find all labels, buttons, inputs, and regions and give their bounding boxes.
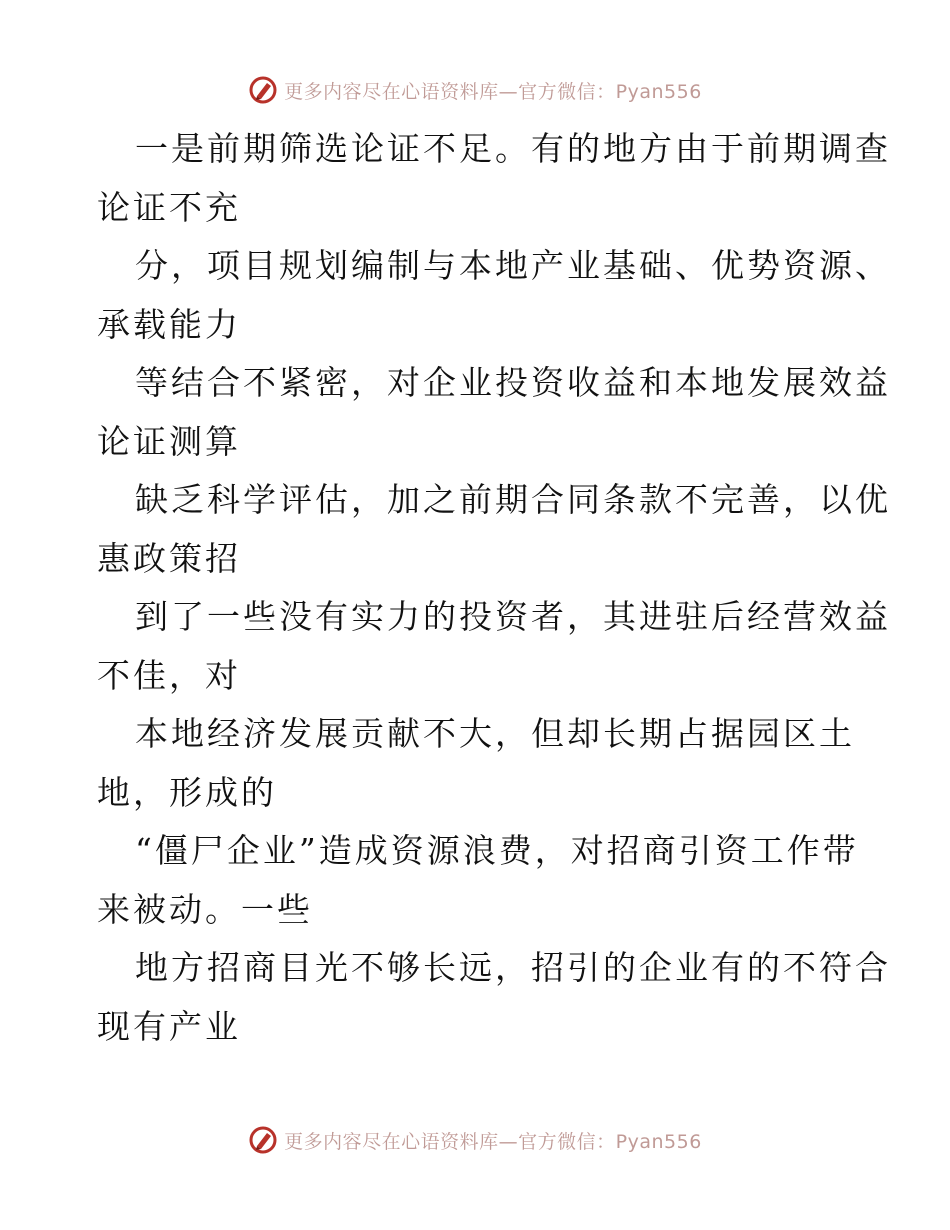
document-body — [97, 120, 891, 1056]
header-banner — [0, 70, 950, 110]
body-line: 分，项目规划编制与本地产业基础、优势资源、 — [135, 246, 891, 285]
footer-banner-text: 更多内容尽在心语资料库—官方微信：Pyan556 — [284, 1130, 702, 1153]
body-line: 到了一些没有实力的投资者，其进驻后经营效益 — [135, 597, 891, 636]
pen-logo-icon — [248, 75, 278, 105]
body-line: “僵尸企业”造成资源浪费，对招商引资工作带 — [135, 831, 859, 870]
body-line: 缺乏科学评估，加之前期合同条款不完善，以优 — [135, 480, 891, 519]
body-line: 论证测算 — [97, 421, 241, 461]
body-line: 地方招商目光不够长远，招引的企业有的不符合 — [135, 948, 891, 987]
body-line: 来被动。一些 — [97, 889, 313, 929]
body-line: 地，形成的 — [97, 772, 277, 812]
pen-logo-icon — [248, 1125, 278, 1155]
header-banner-text: 更多内容尽在心语资料库—官方微信：Pyan556 — [284, 80, 702, 103]
body-line: 一是前期筛选论证不足。有的地方由于前期调查 — [135, 129, 891, 168]
body-line: 等结合不紧密，对企业投资收益和本地发展效益 — [135, 363, 891, 402]
body-line: 论证不充 — [97, 187, 241, 227]
body-line: 本地经济发展贡献不大，但却长期占据园区土 — [135, 714, 855, 753]
body-line: 现有产业 — [97, 1006, 241, 1046]
body-line: 惠政策招 — [97, 538, 241, 578]
footer-banner — [0, 1120, 950, 1160]
body-line: 承载能力 — [97, 304, 241, 344]
body-line: 不佳，对 — [97, 655, 241, 695]
